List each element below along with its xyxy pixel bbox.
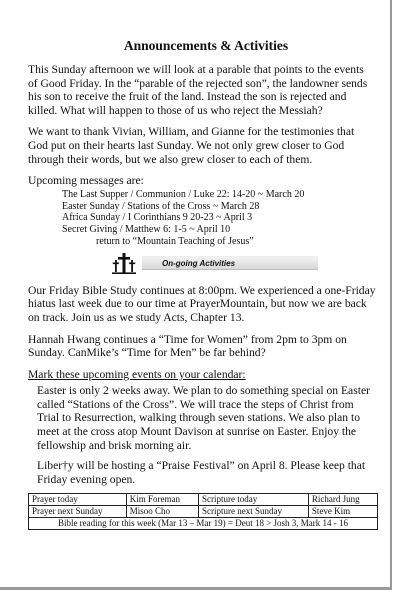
list-item: Africa Sunday / I Corinthians 9 20-23 ~ April 3 [62,212,253,224]
ongoing-activities-header [112,252,376,274]
parable-paragraph: This Sunday afternoon we will look at a parable that points to the events of Good Friday. In the “parable of the rejected son”, the landowner sends his son to receive the fruit of the land. Instead the son is rejected and killed. What will happen to those of us who reject the Messiah? [28,63,368,117]
schedule-table [28,493,378,530]
table-cell: Prayer next Sunday [29,506,127,518]
bible-reading-cell: Bible reading for this week (Mar 13 – Mar 19) = Deut 18 > Josh 3, Mark 14 - 16 [29,518,378,530]
table-row [29,518,378,530]
table-cell: Scripture next Sunday [199,506,309,518]
upcoming-heading: Upcoming messages are: [28,174,144,188]
calendar-events [28,384,376,486]
praise-festival-paragraph: Liber†y will be hosting a “Praise Festival” on April 8. Please keep that Friday evening open. [37,459,366,486]
list-item: The Last Supper / Communion / Luke 22: 14-20 ~ March 20 [62,188,305,200]
calendar-heading: Mark these upcoming events on your calendar: [28,367,246,381]
easter-paragraph: Easter is only 2 weeks away. We plan to do something special on Easter called “Stations of the Cross”. We will trace the steps of Christ from Trial to Resurrection, walking through seven stations. We also plan to meet at the cross atop Mount Davison at sunrise on Easter. Enjoy the fellowship and brisk morning air. [37,384,370,452]
table-row [29,494,378,506]
time-for-women-paragraph: Hannah Hwang continues a “Time for Women” from 2pm to 3pm on Sunday. CanMike’s “Time for Men” be far behind? [28,332,347,360]
table-cell: Misoo Cho [126,506,198,518]
list-item: Easter Sunday / Stations of the Cross ~ March 28 [62,200,260,212]
ongoing-activities-banner: On-going Activities [142,256,318,270]
bible-study-paragraph: Our Friday Bible Study continues at 8:00pm. We experienced a one-Friday hiatus last week due to our time at PrayerMountain, but now we are back on track. Join us as we study Acts, Chapter 13. [28,283,376,324]
table-cell: Richard Jung [308,494,377,506]
table-row [29,506,378,518]
table-cell: Prayer today [29,494,127,506]
table-cell: Steve Kim [308,506,377,518]
table-cell: Scripture today [199,494,309,506]
table-cell: Kim Foreman [126,494,198,506]
thanks-paragraph: We want to thank Vivian, William, and Gianne for the testimonies that God put on their hearts last Sunday. We not only grew closer to God through their words, but we also grew closer to each of them. [28,125,355,166]
list-item: Secret Giving / Matthew 6: 1-5 ~ April 10 [62,224,231,236]
list-sub-item: return to “Mountain Teaching of Jesus” [96,235,254,247]
page-title: Announcements & Activities [123,38,289,53]
crosses-icon [112,252,136,274]
upcoming-messages-list [62,189,376,248]
